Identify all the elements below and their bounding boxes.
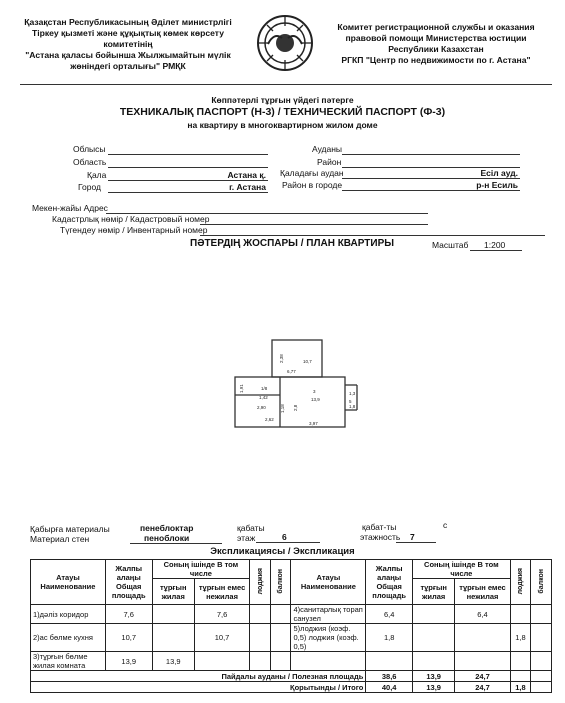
field-raion-gorod-value: р-н Есиль [476, 180, 518, 190]
explication-title: Экспликациясы / Экспликация [210, 546, 355, 557]
field-raion-label: Район [317, 157, 342, 167]
plan-label: 5 [349, 399, 352, 404]
field-audany-label: Ауданы [312, 144, 343, 154]
wall-value-kz: пенеблоктар [140, 523, 194, 533]
useful-total: 38,6 [366, 671, 413, 682]
field-gorod-value: г. Астана [229, 182, 266, 192]
plan-label: 1,91 [239, 384, 244, 393]
cell-loggia [250, 652, 271, 671]
cell-loggia [250, 605, 271, 624]
cell-name: 3)тұрғын бөлме жилая комната [31, 652, 106, 671]
col-name: Атауы Наименование [31, 560, 106, 605]
cell-living [413, 624, 455, 652]
plan-label: 2,62 [265, 417, 274, 422]
field-audany-line [342, 154, 520, 155]
useful-nonliving: 24,7 [455, 671, 510, 682]
col-loggia-r [510, 560, 531, 605]
plan-label: 6,77 [287, 369, 296, 374]
cell-total: 6,4 [366, 605, 413, 624]
header-right-line: Комитет регистрационной службы и оказания [337, 22, 535, 32]
floors-label-ru: этажность [360, 532, 401, 542]
page-title [0, 94, 565, 131]
cell-balcony [270, 605, 291, 624]
plan-label: 2,90 [257, 405, 266, 410]
itogo-label: Қорытынды / Итого [31, 682, 366, 693]
field-address-label: Мекен-жайы Адрес [32, 203, 108, 213]
plan-label: 10,7 [303, 359, 312, 364]
table-row [31, 624, 552, 652]
header-right [318, 22, 554, 66]
col-balcony-label: балкон [277, 568, 285, 594]
field-oblast-label: Область [73, 157, 107, 167]
cell-loggia [510, 605, 531, 624]
cell-name: 1)дәліз коридор [31, 605, 106, 624]
wall-line [130, 543, 222, 544]
cell-balcony [531, 624, 552, 652]
plan-scale-value: 1:200 [484, 240, 506, 250]
col-total: Жалпы алаңы Общая площадь [105, 560, 152, 605]
wall-label-ru: Материал стен [30, 534, 90, 544]
field-raion-gorod-line [342, 190, 520, 191]
cell-nonliving [194, 652, 249, 671]
plan-label: 1/8 [261, 386, 268, 391]
floors-value: 7 [410, 532, 415, 542]
cell-total: 1,8 [366, 624, 413, 652]
cell-nonliving: 7,6 [194, 605, 249, 624]
itogo-balcony [531, 682, 552, 693]
plan-outline-main [235, 377, 345, 427]
col-living-r: тұрғын жилая [413, 579, 455, 605]
col-name-r: Атауы Наименование [291, 560, 366, 605]
plan-label: 2,8 [293, 404, 298, 411]
field-gorod-line [108, 192, 268, 193]
title-line1: Көппәтерлі тұрғын үйдегі пәтерге [211, 95, 354, 105]
col-loggia [250, 560, 271, 605]
cell-name [291, 652, 366, 671]
field-raion-gorod-label: Район в городе [282, 180, 343, 190]
itogo-living: 13,9 [413, 682, 455, 693]
floor-plan [225, 335, 365, 435]
cell-balcony [531, 605, 552, 624]
floor-label-kz: қабаты [237, 523, 265, 533]
useful-balcony [531, 671, 552, 682]
useful-label: Пайдалы ауданы / Полезная площадь [31, 671, 366, 682]
table-row-useful [31, 671, 552, 682]
plan-scale-label: Масштаб [432, 240, 469, 250]
emblem [256, 14, 314, 72]
header-right-line: правовой помощи Министерства юстиции [345, 33, 527, 43]
floor-value: 6 [282, 532, 287, 542]
itogo-nonliving: 24,7 [455, 682, 510, 693]
header-left-line: Тіркеу қызметі және құқықтық көмек көрсету [31, 28, 225, 38]
col-balcony [270, 560, 291, 605]
cell-nonliving [455, 652, 510, 671]
cell-living [413, 605, 455, 624]
wall-value-ru: пеноблоки [144, 533, 190, 543]
header-right-line: РГКП "Центр по недвижимости по г. Астана" [341, 55, 531, 65]
cell-total [366, 652, 413, 671]
cell-balcony [270, 624, 291, 652]
useful-living: 13,9 [413, 671, 455, 682]
itogo-loggia: 1,8 [510, 682, 531, 693]
cell-living: 13,9 [152, 652, 194, 671]
field-kaladagy-line [342, 178, 520, 179]
header-left-line: Қазақстан Республикасының Әділет министрлігі [24, 17, 232, 27]
cell-total: 7,6 [105, 605, 152, 624]
col-loggia-label: лоджия [256, 567, 264, 595]
itogo-total: 40,4 [366, 682, 413, 693]
cell-name: 5)лоджия (коэф. 0,5) лоджия (коэф. 0,5) [291, 624, 366, 652]
header-left-line: комитетінің [103, 39, 153, 49]
col-total-r: Жалпы алаңы Общая площадь [366, 560, 413, 605]
col-living: тұрғын жилая [152, 579, 194, 605]
useful-loggia [510, 671, 531, 682]
floors-label-kz: қабат-ты [362, 522, 397, 532]
header-left-line: "Астана қаласы бойынша Жылжымайтын мүлік [25, 50, 231, 60]
cell-nonliving: 10,7 [194, 624, 249, 652]
wall-label-kz: Қабырға материалы [30, 524, 110, 534]
field-kala-line [108, 180, 268, 181]
table-row-total [31, 682, 552, 693]
cell-loggia: 1,8 [510, 624, 531, 652]
col-nonliving: тұрғын емес нежилая [194, 579, 249, 605]
field-oblys-label: Облысы [73, 144, 106, 154]
field-kaladagy-label: Қаладағы аудан [280, 168, 344, 178]
header-left-line: жөніндегі орталығы" РМҚК [70, 61, 186, 71]
field-gorod-label: Город [78, 182, 101, 192]
cell-living [413, 652, 455, 671]
plan-label: 3,97 [309, 421, 318, 426]
col-balcony-label: балкон [537, 568, 545, 594]
header-left [8, 17, 248, 72]
title-line3: на квартиру в многоквартирном жилом доме [187, 120, 378, 130]
header-right-line: Республики Казахстан [388, 44, 484, 54]
field-inventory-line [200, 235, 545, 236]
col-nonliving-r: тұрғын емес нежилая [455, 579, 510, 605]
col-balcony-r [531, 560, 552, 605]
plan-title: ПӘТЕРДІҢ ЖОСПАРЫ / ПЛАН КВАРТИРЫ [190, 238, 395, 249]
plan-label: 3 [313, 389, 316, 394]
plan-label: 1,8 [349, 404, 356, 409]
field-cadastre-label: Кадастрлық нөмір / Кадастровый номер [52, 214, 210, 224]
field-kala-label: Қала [87, 170, 107, 180]
cell-name: 4)санитарлық торап санузел [291, 605, 366, 624]
field-inventory-label: Түгендеу нөмір / Инвентарный номер [60, 225, 208, 235]
field-kaladagy-value: Есіл ауд. [480, 168, 518, 178]
cell-nonliving [455, 624, 510, 652]
cell-living [152, 605, 194, 624]
cell-total: 10,7 [105, 624, 152, 652]
plan-scale-line [470, 250, 522, 251]
plan-label: 13,9 [311, 397, 320, 402]
floor-label-ru: этаж [237, 533, 256, 543]
cell-loggia [510, 652, 531, 671]
col-including: Соның ішінде В том числе [152, 560, 250, 579]
explication-table [30, 559, 552, 693]
table-row [31, 605, 552, 624]
header-divider [20, 84, 552, 85]
c-mark: с [443, 520, 448, 530]
table-row [31, 652, 552, 671]
field-kala-value: Астана қ. [227, 170, 266, 180]
plan-label: 1,3 [349, 391, 356, 396]
col-including-r: Соның ішінде В том числе [413, 560, 511, 579]
field-oblys-line [108, 154, 268, 155]
cell-loggia [250, 624, 271, 652]
plan-label: 2,38 [279, 354, 284, 363]
field-oblast-line [108, 167, 268, 168]
cell-balcony [270, 652, 291, 671]
plan-label: 1,18 [280, 404, 285, 413]
col-loggia-label: лоджия [516, 567, 524, 595]
floors-line [396, 542, 436, 543]
plan-label: 1,42 [259, 395, 268, 400]
cell-name: 2)ас бөлме кухня [31, 624, 106, 652]
cell-nonliving: 6,4 [455, 605, 510, 624]
cell-living [152, 624, 194, 652]
cell-balcony [531, 652, 552, 671]
title-line2: ТЕХНИКАЛЫҚ ПАСПОРТ (Н-3) / ТЕХНИЧЕСКИЙ ПАСПОРТ (Ф-3) [119, 106, 446, 118]
cell-total: 13,9 [105, 652, 152, 671]
field-cadastre-line [200, 224, 428, 225]
floor-line [256, 542, 320, 543]
